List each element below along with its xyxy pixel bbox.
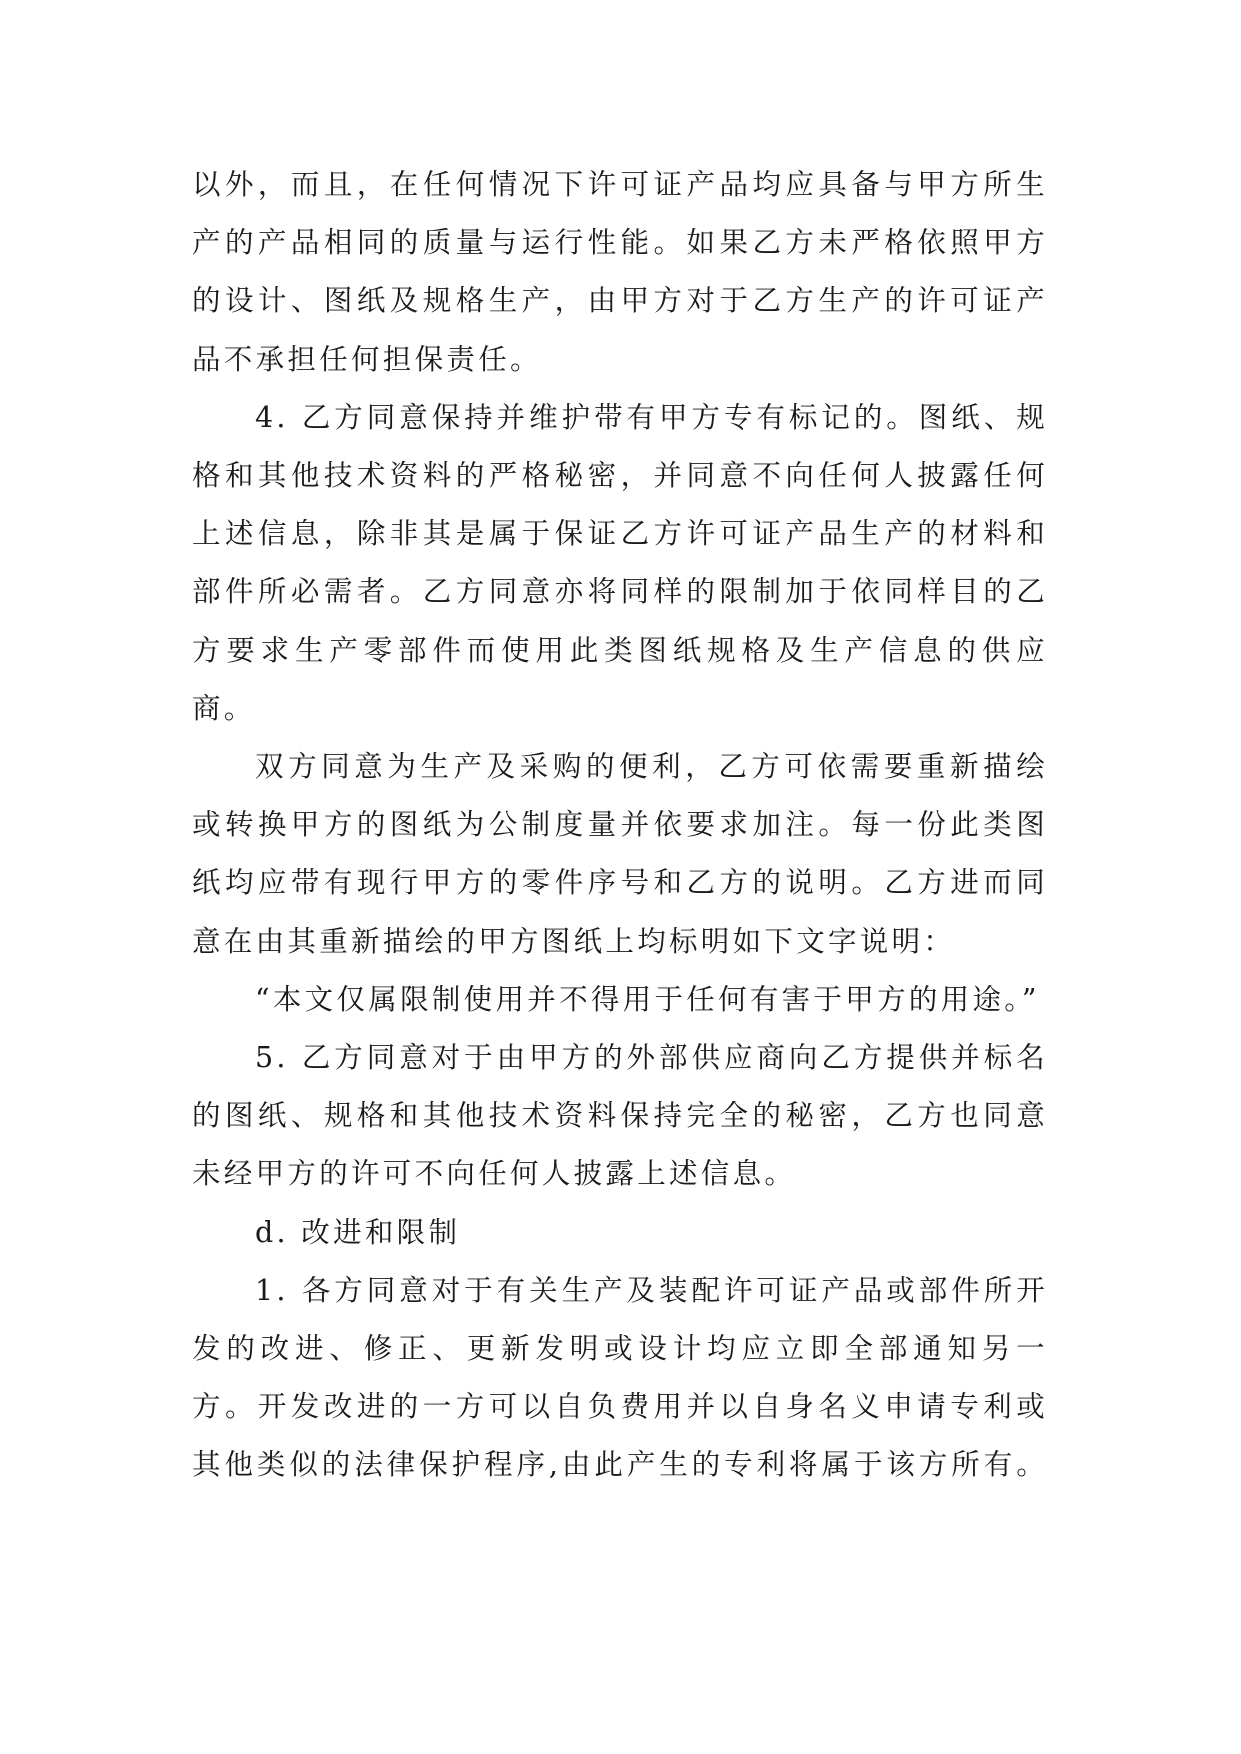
paragraph-redraw-drawings: 双方同意为生产及采购的便利，乙方可依需要重新描绘或转换甲方的图纸为公制度量并依要求加注。每一份此类图纸均应带有现行甲方的零件序号和乙方的说明。乙方进而同意在由其重新描绘的甲方图纸上均标明如下文字说明： — [192, 750, 1048, 958]
paragraph-item-5: 5. 乙方同意对于由甲方的外部供应商向乙方提供并标名的图纸、规格和其他技术资料保持完全的秘密，乙方也同意未经甲方的许可不向任何人披露上述信息。 — [192, 1041, 1048, 1191]
section-heading-d: d. 改进和限制 — [255, 1215, 461, 1249]
paragraph-item-d1: 1. 各方同意对于有关生产及装配许可证产品或部件所开发的改进、修正、更新发明或设计均应立即全部通知另一方。开发改进的一方可以自负费用并以自身名义申请专利或其他类似的法律保护程序,由此产生的专利将属于该方所有。 — [192, 1273, 1048, 1482]
paragraph-continuation: 以外，而且，在任何情况下许可证产品均应具备与甲方所生产的产品相同的质量与运行性能。如果乙方未严格依照甲方的设计、图纸及规格生产，由甲方对于乙方生产的许可证产品不承担任何担保责任。 — [192, 168, 1048, 376]
paragraph-item-4: 4. 乙方同意保持并维护带有甲方专有标记的。图纸、规格和其他技术资料的严格秘密，并同意不向任何人披露任何上述信息，除非其是属于保证乙方许可证产品生产的材料和部件所必需者。乙方同意亦将同样的限制加于依同样目的乙方要求生产零部件而使用此类图纸规格及生产信息的供应商。 — [192, 400, 1048, 725]
document-body — [192, 156, 1048, 1495]
paragraph-quoted-notice: “本文仅属限制使用并不得用于任何有害于甲方的用途。” — [255, 982, 1040, 1016]
